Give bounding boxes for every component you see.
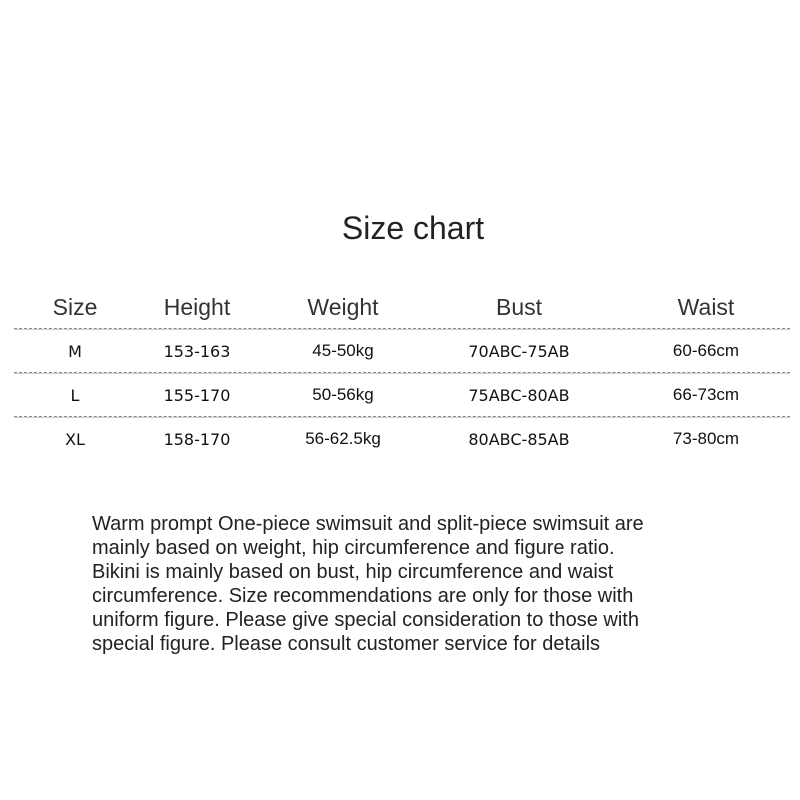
table-row (14, 330, 790, 372)
cell-bust: 75ABC-80AB (468, 385, 570, 405)
table-row (14, 374, 790, 416)
size-note (92, 512, 752, 656)
table-header-row (14, 290, 790, 328)
note-line: uniform figure. Please give special consideration to those with (92, 609, 639, 631)
cell-height: 153-163 (163, 341, 231, 361)
note-line: Bikini is mainly based on bust, hip circumference and waist (92, 561, 614, 583)
cell-waist: 73-80cm (672, 429, 740, 448)
cell-weight: 45-50kg (312, 341, 374, 360)
header-bust: Bust (495, 294, 543, 320)
header-waist: Waist (677, 294, 735, 320)
table-row (14, 418, 790, 460)
cell-waist: 60-66cm (672, 341, 740, 360)
note-line: special figure. Please consult customer service for details (92, 633, 601, 655)
note-line: Warm prompt One-piece swimsuit and split-piece swimsuit are (92, 513, 644, 535)
cell-height: 155-170 (163, 385, 231, 405)
cell-bust: 70ABC-75AB (468, 341, 570, 361)
size-table (14, 290, 790, 460)
cell-weight: 50-56kg (312, 385, 374, 404)
header-size: Size (52, 294, 98, 320)
cell-size: XL (65, 429, 85, 449)
cell-size: L (70, 385, 80, 405)
cell-waist: 66-73cm (672, 385, 740, 404)
note-line: circumference. Size recommendations are only for those with (92, 585, 634, 607)
header-height: Height (163, 294, 231, 320)
note-line: mainly based on weight, hip circumference and figure ratio. (92, 537, 615, 559)
cell-height: 158-170 (163, 429, 231, 449)
page-title: Size chart (341, 210, 485, 246)
cell-weight: 56-62.5kg (305, 429, 381, 448)
cell-size: M (68, 341, 82, 361)
cell-bust: 80ABC-85AB (468, 429, 570, 449)
header-weight: Weight (307, 294, 379, 320)
